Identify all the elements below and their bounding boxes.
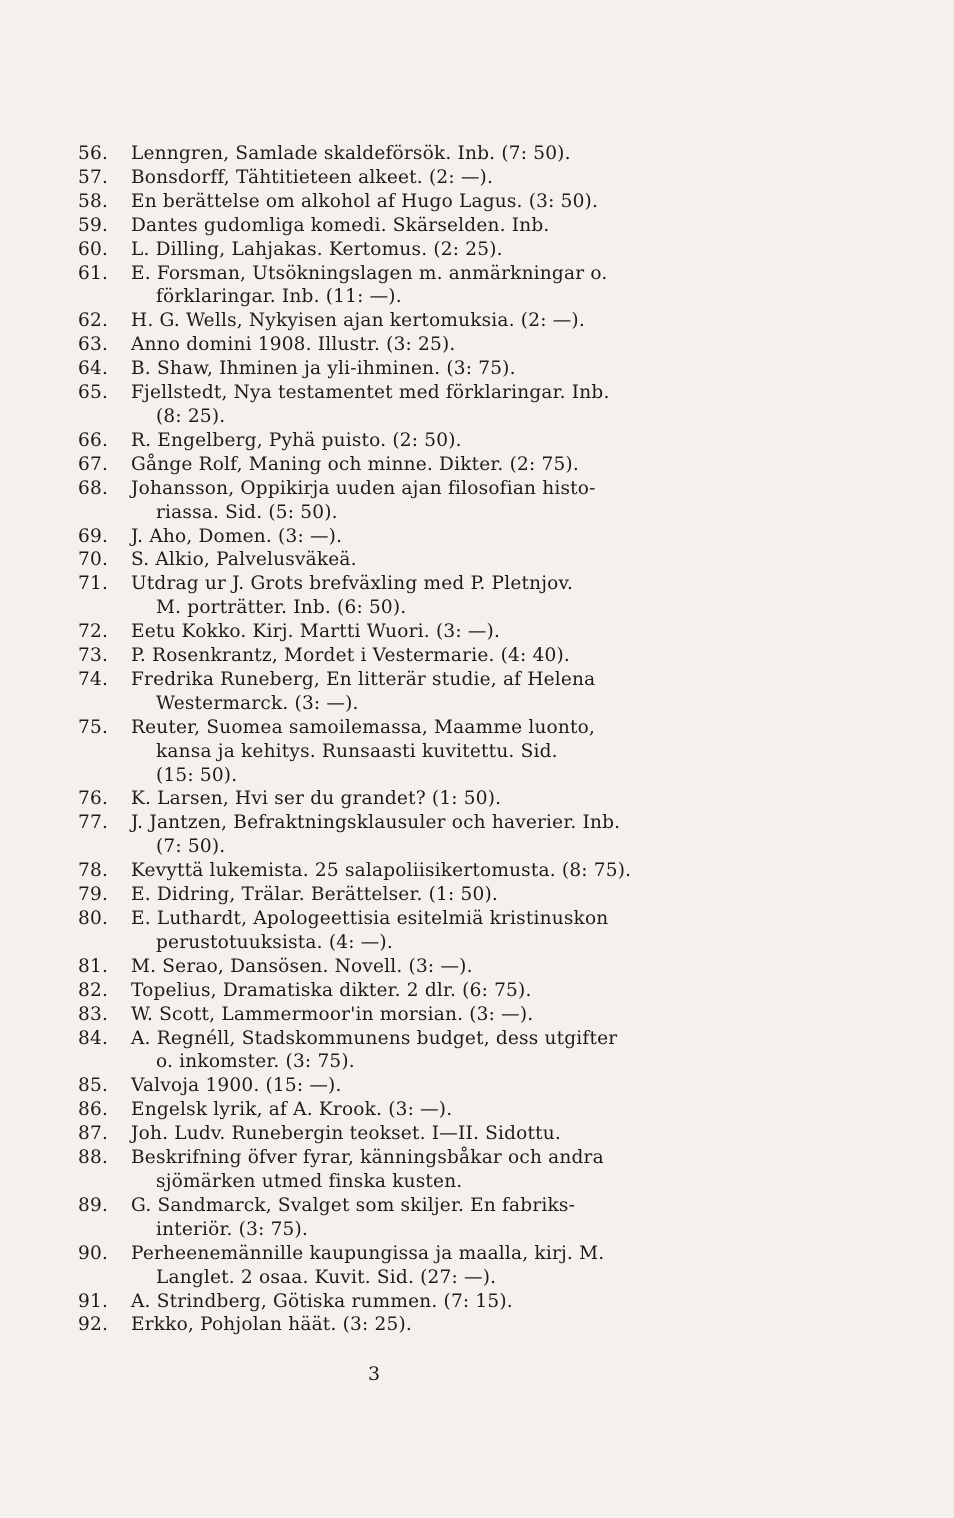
entry-text: Beskrifning öfver fyrar, känningsbåkar och andra	[131, 1147, 604, 1169]
entry-text: R. Engelberg, Pyhä puisto. (2: 50).	[131, 429, 462, 451]
entry-number: 87.	[78, 1123, 109, 1145]
entry-text: P. Rosenkrantz, Mordet i Vestermarie. (4: 40).	[131, 645, 570, 667]
entry-text: Perheenemännille kaupungissa ja maalla, kirj. M.	[131, 1242, 605, 1264]
list-item	[78, 142, 708, 166]
entry-text: Fjellstedt, Nya testamentet med förklaringar. Inb.	[131, 382, 610, 404]
entry-text: Erkko, Pohjolan häät. (3: 25).	[131, 1314, 412, 1336]
entry-number: 58.	[78, 190, 109, 212]
entry-number: 74.	[78, 668, 109, 690]
list-item	[78, 859, 708, 883]
list-item	[78, 955, 708, 979]
list-item	[78, 262, 708, 310]
list-item	[78, 572, 708, 620]
entry-number: 65.	[78, 382, 109, 404]
entry-number: 91.	[78, 1290, 109, 1312]
entry-number: 66.	[78, 429, 109, 451]
entry-text: A. Regnéll, Stadskommunens budget, dess utgifter	[131, 1027, 618, 1049]
list-item	[78, 1003, 708, 1027]
book-list	[78, 142, 708, 1337]
entry-text-continued: interiör. (3: 75).	[156, 1218, 309, 1240]
entry-text-continued: (8: 25).	[156, 405, 226, 427]
entry-number: 76.	[78, 788, 109, 810]
entry-number: 78.	[78, 860, 109, 882]
entry-text: E. Luthardt, Apologeettisia esitelmiä kristinuskon	[131, 908, 609, 929]
list-item	[78, 477, 708, 525]
entry-text: Bonsdorff, Tähtitieteen alkeet. (2: —).	[131, 166, 494, 188]
entry-text: J. Aho, Domen. (3: —).	[131, 525, 343, 547]
list-item	[78, 716, 708, 788]
list-item	[78, 166, 708, 190]
entry-number: 80.	[78, 908, 109, 929]
entry-text-continued: (15: 50).	[156, 764, 238, 786]
entry-number: 72.	[78, 621, 109, 643]
entry-text: M. Serao, Dansösen. Novell. (3: —).	[131, 955, 473, 977]
entry-text: G. Sandmarck, Svalget som skiljer. En fabriks-	[131, 1194, 576, 1216]
entry-number: 81.	[78, 955, 109, 977]
entry-number: 57.	[78, 166, 109, 188]
entry-number: 90.	[78, 1242, 109, 1264]
entry-text: Valvoja 1900. (15: —).	[131, 1075, 342, 1097]
entry-text: E. Didring, Trälar. Berättelser. (1: 50).	[131, 884, 498, 906]
entry-text: K. Larsen, Hvi ser du grandet? (1: 50).	[131, 788, 502, 810]
entry-text-continued: Westermarck. (3: —).	[156, 692, 359, 714]
list-item	[78, 1194, 708, 1242]
list-item	[78, 357, 708, 381]
list-item	[78, 1098, 708, 1122]
entry-text-continued: (7: 50).	[156, 836, 226, 858]
list-item	[78, 644, 708, 668]
entry-number: 86.	[78, 1099, 109, 1121]
list-item	[78, 811, 708, 859]
entry-number: 77.	[78, 812, 109, 834]
entry-number: 92.	[78, 1314, 109, 1336]
entry-number: 61.	[78, 262, 109, 284]
entry-number: 71.	[78, 573, 109, 595]
entry-text-continued: riassa. Sid. (5: 50).	[156, 501, 338, 523]
list-item	[78, 1146, 708, 1194]
list-item	[78, 1074, 708, 1098]
page-number: 3	[368, 1363, 381, 1385]
entry-text: J. Jantzen, Befraktningsklausuler och haverier. Inb.	[131, 812, 621, 834]
entry-text-continued: kansa ja kehitys. Runsaasti kuvitettu. Sid.	[156, 740, 558, 762]
entry-number: 60.	[78, 238, 109, 260]
entry-text: En berättelse om alkohol af Hugo Lagus. (3: 50).	[131, 190, 599, 212]
entry-number: 63.	[78, 334, 109, 356]
list-item	[78, 525, 708, 549]
list-item	[78, 333, 708, 357]
list-item	[78, 214, 708, 238]
entry-number: 64.	[78, 358, 109, 380]
list-item	[78, 668, 708, 716]
list-item	[78, 309, 708, 333]
entry-text: A. Strindberg, Götiska rummen. (7: 15).	[131, 1290, 513, 1312]
entry-text-continued: M. porträtter. Inb. (6: 50).	[156, 597, 407, 619]
list-item	[78, 453, 708, 477]
list-item	[78, 979, 708, 1003]
entry-text-continued: perustotuuksista. (4: —).	[156, 931, 393, 953]
list-item	[78, 787, 708, 811]
entry-text: Topelius, Dramatiska dikter. 2 dlr. (6: 75).	[131, 979, 532, 1001]
entry-number: 62.	[78, 310, 109, 332]
entry-text: L. Dilling, Lahjakas. Kertomus. (2: 25).	[131, 238, 503, 260]
entry-number: 73.	[78, 645, 109, 667]
entry-number: 89.	[78, 1194, 109, 1216]
list-item	[78, 238, 708, 262]
entry-text: Utdrag ur J. Grots brefväxling med P. Pletnjov.	[131, 573, 574, 595]
entry-text-continued: sjömärken utmed finska kusten.	[156, 1170, 463, 1192]
entry-text: Eetu Kokko. Kirj. Martti Wuori. (3: —).	[131, 621, 501, 643]
entry-number: 68.	[78, 477, 109, 499]
entry-number: 79.	[78, 884, 109, 906]
entry-text: Anno domini 1908. Illustr. (3: 25).	[131, 334, 456, 356]
entry-number: 88.	[78, 1147, 109, 1169]
entry-text-continued: Langlet. 2 osaa. Kuvit. Sid. (27: —).	[156, 1266, 497, 1288]
entry-number: 83.	[78, 1003, 109, 1025]
list-item	[78, 1313, 708, 1337]
entry-text: Dantes gudomliga komedi. Skärselden. Inb.	[131, 214, 550, 236]
list-item	[78, 620, 708, 644]
entry-text: Lenngren, Samlade skaldeförsök. Inb. (7: 50).	[131, 143, 571, 164]
entry-text: Fredrika Runeberg, En litterär studie, af Helena	[131, 668, 596, 690]
list-item	[78, 381, 708, 429]
entry-text: W. Scott, Lammermoor'in morsian. (3: —).	[131, 1003, 534, 1025]
entry-text-continued: förklaringar. Inb. (11: —).	[156, 286, 402, 308]
entry-number: 82.	[78, 979, 109, 1001]
entry-text: H. G. Wells, Nykyisen ajan kertomuksia. (2: —).	[131, 310, 585, 332]
entry-text: Johansson, Oppikirja uuden ajan filosofian histo-	[131, 477, 596, 499]
entry-number: 56.	[78, 143, 109, 164]
entry-text: Kevyttä lukemista. 25 salapoliisikertomusta. (8: 75).	[131, 860, 632, 882]
entry-number: 70.	[78, 549, 109, 571]
entry-text: Joh. Ludv. Runebergin teokset. I—II. Sidottu.	[131, 1123, 561, 1145]
entry-text: Reuter, Suomea samoilemassa, Maamme luonto,	[131, 716, 596, 738]
entry-text: S. Alkio, Palvelusväkeä.	[131, 549, 357, 571]
entry-text: Gånge Rolf, Maning och minne. Dikter. (2: 75).	[131, 453, 579, 475]
entry-number: 85.	[78, 1075, 109, 1097]
list-item	[78, 907, 708, 955]
list-item	[78, 1027, 708, 1075]
list-item	[78, 1122, 708, 1146]
list-item	[78, 1242, 708, 1290]
entry-text: E. Forsman, Utsökningslagen m. anmärkningar o.	[131, 262, 608, 284]
entry-text: Engelsk lyrik, af A. Krook. (3: —).	[131, 1099, 453, 1121]
list-item	[78, 429, 708, 453]
entry-number: 84.	[78, 1027, 109, 1049]
list-item	[78, 548, 708, 572]
list-item	[78, 190, 708, 214]
entry-number: 69.	[78, 525, 109, 547]
entry-number: 67.	[78, 453, 109, 475]
entry-number: 75.	[78, 716, 109, 738]
list-item	[78, 883, 708, 907]
entry-text: B. Shaw, Ihminen ja yli-ihminen. (3: 75).	[131, 358, 516, 380]
list-item	[78, 1290, 708, 1314]
entry-text-continued: o. inkomster. (3: 75).	[156, 1051, 355, 1073]
entry-number: 59.	[78, 214, 109, 236]
